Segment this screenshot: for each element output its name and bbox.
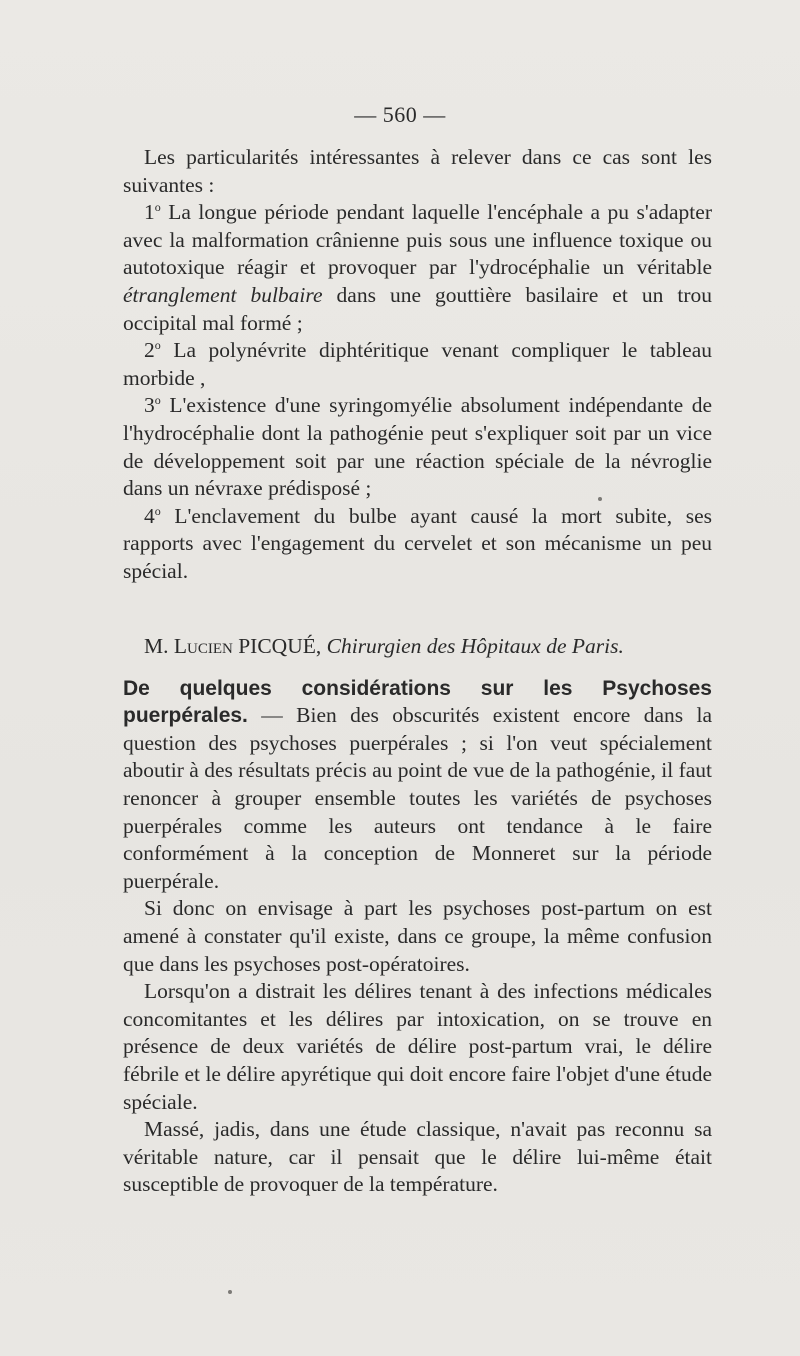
- article: [123, 633, 712, 1199]
- page-number: — 560 —: [354, 102, 446, 127]
- case-summary: [123, 144, 712, 586]
- author-title: Chirurgien des Hôpitaux de Paris.: [326, 634, 624, 658]
- list-item: 1$^o$ La longue période pendant laquelle l'encéphale a pu s'adapter avec la malformation crânienne puis sous une influence toxique ou autotoxique réagir et provoquer par l'ydrocéphalie un véritable étranglement bulbaire dans une gouttière basilaire et un trou occipital mal formé ;: [123, 200, 712, 335]
- list-item: 3$^o$ L'existence d'une syringomyélie absolument indépendante de l'hydrocéphalie dont la pathogénie peut s'expliquer soit par un vice de développement soit par une réaction spéciale de la névroglie dans un névraxe prédisposé ;: [123, 393, 712, 501]
- intro-paragraph: Les particularités intéressantes à relever dans ce cas sont les suivantes :: [123, 145, 712, 197]
- list-item: 4$^o$ L'enclavement du bulbe ayant causé la mort subite, ses rapports avec l'engagement du cervelet et son mécanisme un peu spécial.: [123, 503, 712, 583]
- list-item: 2$^o$ La polynévrite diphtéritique venant compliquer le tableau morbide ,: [123, 338, 712, 390]
- emphasis: étranglement bulbaire: [123, 282, 323, 307]
- author-line: M. Lucien PICQUÉ, Chirurgien des Hôpitaux de Paris.: [144, 634, 624, 658]
- article-heading: De quelques considérations sur les Psychoses puerpérales.: [123, 676, 712, 728]
- author-lastname: PICQUÉ,: [232, 634, 327, 658]
- article-paragraph: Massé, jadis, dans une étude classique, n'avait pas reconnu sa véritable nature, car il pensait que le délire lui-même était susceptible de provoquer de la température.: [123, 1117, 712, 1197]
- article-paragraph: Lorsqu'on a distrait les délires tenant à des infections médicales concomitantes et les délires par intoxication, on se trouve en présence de deux variétés de délire post-partum vrai, le délire fébrile et le délire apyrétique qui doit encore faire l'objet d'une étude spéciale.: [123, 979, 712, 1114]
- article-first-paragraph: De quelques considérations sur les Psychoses puerpérales. — Bien des obscurités existent encore dans la question des psychoses puerpérales ; si l'on veut spécialement aboutir à des résultats précis au point de vue de la pathogénie, il faut renoncer à grouper ensemble toutes les variétés de psychoses puerpérales comme les auteurs ont tendance à le faire conformément à la conception de Monneret sur la période puerpérale.: [123, 676, 712, 893]
- ink-speck: [598, 497, 602, 501]
- ink-speck: [228, 1290, 232, 1294]
- article-paragraph: Si donc on envisage à part les psychoses post-partum on est amené à constater qu'il existe, dans ce groupe, la même confusion que dans les psychoses post-opératoires.: [123, 896, 712, 976]
- author-firstname: Lucien: [173, 634, 233, 658]
